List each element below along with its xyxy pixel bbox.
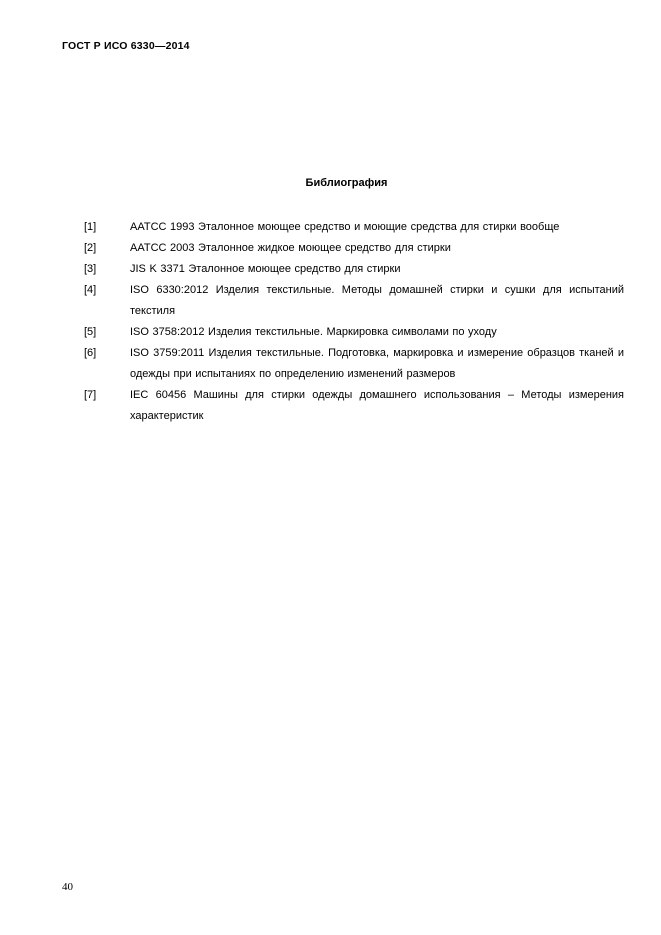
entry-text: JIS K 3371 Эталонное моющее средство для стирки xyxy=(130,263,401,275)
bibliography-entry xyxy=(84,385,624,427)
bibliography-entry xyxy=(84,343,624,385)
entry-number: [7] xyxy=(84,389,97,401)
entry-number: [6] xyxy=(84,347,97,359)
page-number: 40 xyxy=(62,881,73,893)
entry-text: ISO 6330:2012 Изделия текстильные. Методы домашней стирки и сушки для испытаний текстиля xyxy=(130,284,624,317)
bibliography-entry xyxy=(84,322,624,343)
entry-number: [3] xyxy=(84,263,97,275)
section-title: Библиография xyxy=(305,177,388,189)
bibliography-entry xyxy=(84,280,624,322)
entry-number: [4] xyxy=(84,284,97,296)
entry-text: IEC 60456 Машины для стирки одежды домашнего использования – Методы измерения характеристик xyxy=(130,389,624,422)
entry-number: [2] xyxy=(84,242,97,254)
document-header: ГОСТ Р ИСО 6330—2014 xyxy=(62,40,190,52)
bibliography-entry xyxy=(84,217,624,238)
entry-number: [5] xyxy=(84,326,97,338)
entry-number: [1] xyxy=(84,221,97,233)
entry-text: AATCC 2003 Эталонное жидкое моющее средство для стирки xyxy=(130,242,451,254)
entry-text: AATCC 1993 Эталонное моющее средство и моющие средства для стирки вообще xyxy=(130,221,560,233)
bibliography-list xyxy=(84,217,624,427)
entry-text: ISO 3759:2011 Изделия текстильные. Подготовка, маркировка и измерение образцов тканей и одежды при испытаниях по определению изменений размеров xyxy=(130,347,624,380)
bibliography-entry xyxy=(84,259,624,280)
bibliography-entry xyxy=(84,238,624,259)
entry-text: ISO 3758:2012 Изделия текстильные. Маркировка символами по уходу xyxy=(130,326,497,338)
